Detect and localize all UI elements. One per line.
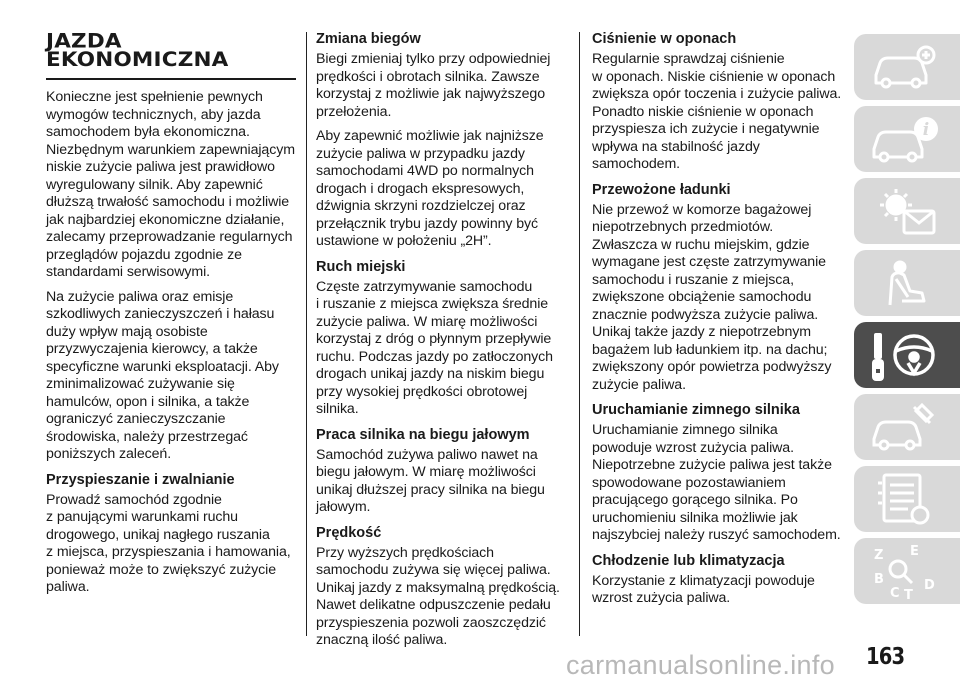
svg-text:C: C [890,586,900,601]
column-divider-1 [306,32,307,636]
car-info-icon [870,113,940,165]
tab-seats-safety[interactable] [854,250,960,316]
heading-cargo: Przewożone ładunki [592,181,731,198]
tech-data-icon [870,473,940,525]
column-2 [316,30,564,657]
tab-emergency[interactable] [854,394,960,460]
page-number: 163 [866,644,905,670]
heading-accelerating: Przyspieszanie i zwalnianie [46,471,235,488]
page-title: JAZDA EKONOMICZNA [46,30,229,72]
tab-safety[interactable] [854,106,960,172]
paragraph-city-traffic: Częste zatrzymywanie samochodu i ruszanie z miejsca zwiększa średnie zużycie paliwa. W miarę możliwości korzystaj z dróg o płynnym przepływie ruchu. Podczas jazdy po zatłoczonych drogach unikaj jazdy na niskim biegu przy wysokiej prędkości obrotowej silnika. [316,278,553,417]
heading-city-traffic: Ruch miejski [316,258,406,275]
paragraph-accelerating: Prowadź samochód zgodnie z panującymi warunkami ruchu drogowego, unikaj nagłego ruszania z miejsca, przyspieszania i hamowania, ponieważ może to zwiększyć zużycie paliwa. [46,491,291,595]
tab-starting-driving[interactable] [854,322,960,388]
svg-text:E: E [910,545,919,559]
paragraph-cargo: Nie przewoź w komorze bagażowej niepotrzebnych przedmiotów. Zwłaszcza w ruchu miejskim, gdzie wymagane jest częste zatrzymywanie samochodu i ruszanie z miejsca, zwiększone obciążenie samochodu znacznie podwyższa zużycie paliwa. Unikaj także jazdy z niepotrzebnym bagażem lub ładunkiem itp. na dachu; zwiększony opór powietrza podwyższy zużycie paliwa. [592,201,832,393]
svg-text:i: i [922,120,930,140]
paragraph-cold-start: Uruchamianie zimnego silnika powoduje wzrost zużycia paliwa. Niepotrzebne zużycie paliwa jest także spowodowane pozostawianiem pracującego gorącego silnika. Po uruchomieniu silnika możliwie jak najszybciej należy ruszyć samochodem. [592,422,841,543]
heading-gear-change: Zmiana biegów [316,31,421,47]
watermark: carmanualsonline.info [566,650,835,680]
heading-speed: Prędkość [316,524,382,541]
svg-text:T: T [904,588,913,603]
svg-text:Z: Z [874,548,884,563]
heading-air-conditioning: Chłodzenie lub klimatyzacja [592,552,785,569]
car-dashboard-icon [870,41,940,93]
paragraph-gear-change-1: Biegi zmieniaj tylko przy odpowiedniej prędkości i obrotach silnika. Zawsze korzystaj z możliwie jak najwyższego przełożenia. [316,51,551,120]
paragraph-idling: Samochód zużywa paliwo nawet na biegu jałowym. W miarę możliwości unikaj dłuższej pracy silnika na biegu jałowym. [316,446,545,515]
heading-cold-start: Uruchamianie zimnego silnika [592,402,800,418]
index-icon [870,545,942,605]
title-underline [46,78,296,80]
paragraph-air-conditioning: Korzystanie z klimatyzacji powoduje wzrost zużycia paliwa. [592,572,815,606]
svg-text:D: D [924,578,935,593]
steering-key-icon [870,329,940,385]
paragraph-tyre-pressure: Regularnie sprawdzaj ciśnienie w oponach. Niskie ciśnienie w oponach zwiększa opór toczenia i zużycie paliwa. Ponadto niskie ciśnienie w oponach przyspiesza ich zużycie i negatywnie wpływa na stabilność jazdy samochodem. [592,51,842,172]
intro-paragraph-2: Na zużycie paliwa oraz emisje szkodliwych zanieczyszczeń i hałasu duży wpływ mają osobiste przyzwyczajenia kierowcy, a także specyficzne warunki eksploatacji. Aby zminimalizować zużywanie się hamulców, opon i silnika, a także ograniczyć zanieczyszczanie środowiska, należy przestrzegać poniższych zaleceń. [46,288,279,462]
chapter-tabs [854,34,960,610]
heading-tyre-pressure: Ciśnienie w oponach [592,31,737,47]
column-divider-2 [579,32,580,636]
svg-text:B: B [874,572,884,587]
heading-idling: Praca silnika na biegu jałowym [316,426,530,443]
paragraph-gear-change-2: Aby zapewnić możliwie jak najniższe zużycie paliwa w przypadku jazdy samochodami 4WD po normalnych drogach i drogach ekspresowych, dźwignia skrzyni rozdzielczej oraz przełącznik trybu jazdy powinny być ustawione w położeniu „2H”. [316,128,544,249]
column-3 [592,30,842,615]
tab-index[interactable] [854,538,960,604]
warning-lights-icon [870,185,940,237]
tab-technical-data[interactable] [854,466,960,532]
paragraph-speed: Przy wyższych prędkościach samochodu zużywa się więcej paliwa. Unikaj jazdy z maksymalną prędkością. Nawet delikatne odpuszczenie pedału przyspieszenia pozwoli zaoszczędzić znaczną ilość paliwa. [316,544,560,648]
tab-warning-lights[interactable] [854,178,960,244]
seat-safety-icon [870,257,940,309]
column-1 [46,30,296,604]
maintenance-icon [870,401,940,453]
tab-dashboard[interactable] [854,34,960,100]
intro-paragraph-1: Konieczne jest spełnienie pewnych wymogów technicznych, aby jazda samochodem była ekonomiczna. Niezbędnym warunkiem zapewniającym niskie zużycie paliwa jest prawidłowo wyregulowany silnik. Aby zapewnić dłuższą trwałość samochodu i możliwie jak najbardziej ekonomiczne działanie, zalecamy przeprowadzanie regularnych przeglądów pojazdu zgodnie ze standardami serwisowymi. [46,89,295,280]
